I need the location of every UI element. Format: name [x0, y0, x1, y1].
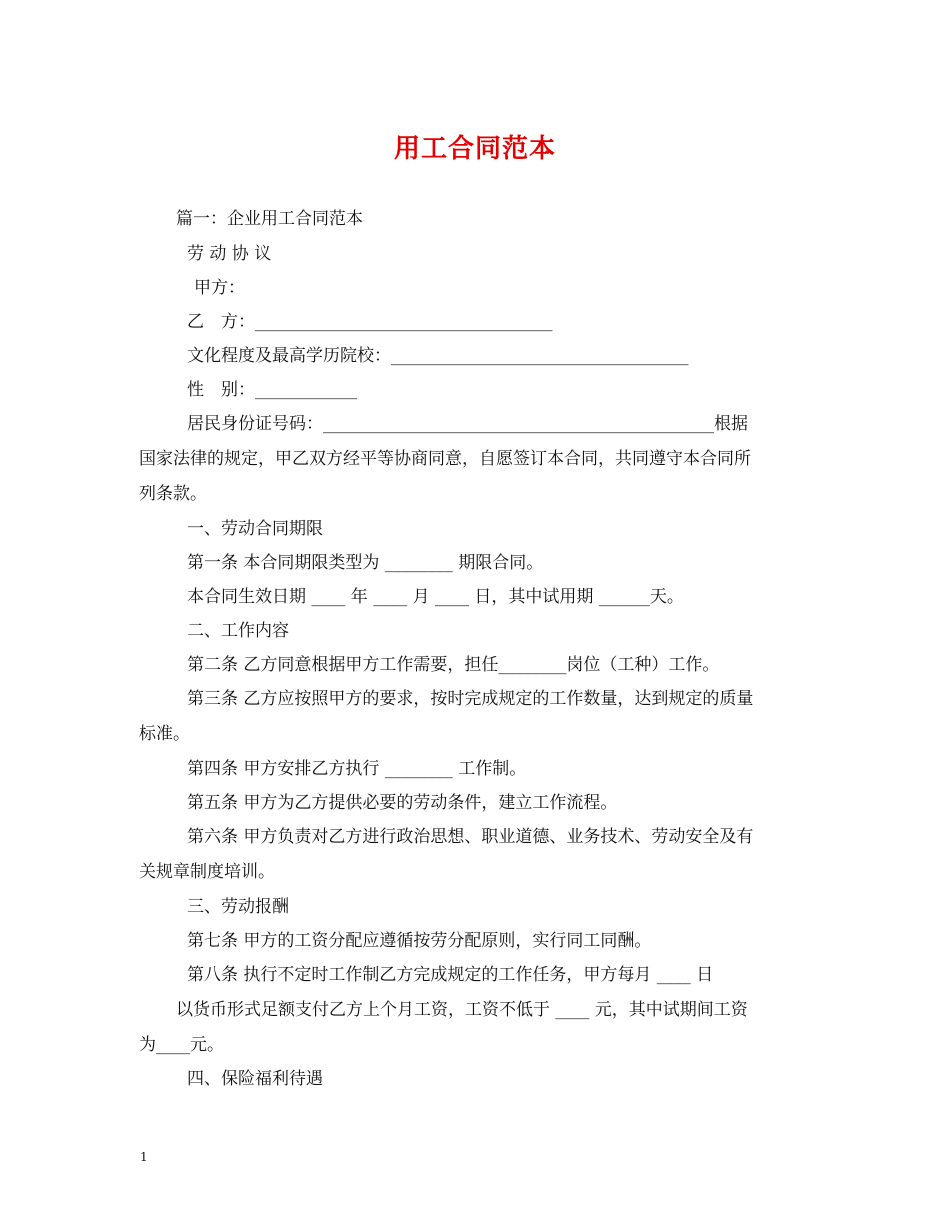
agreement-heading: 劳 动 协 议	[187, 244, 272, 264]
education-line: 文化程度及最高学历院校：___________________________________	[187, 346, 689, 366]
chapter-heading: 篇一：企业用工合同范本	[176, 209, 363, 229]
clause-line: 关规章制度培训。	[139, 862, 275, 882]
clause-line: 标准。	[139, 724, 190, 744]
clause-line: 第三条 乙方应按照甲方的要求，按时完成规定的工作数量，达到规定的质量	[187, 689, 754, 709]
document-title: 用工合同范本	[393, 134, 556, 164]
section-heading: 三、劳动报酬	[187, 897, 289, 917]
body-text-line: 列条款。	[139, 484, 207, 504]
clause-line: 第六条 甲方负责对乙方进行政治思想、职业道德、业务技术、劳动安全及有	[187, 827, 754, 847]
section-heading: 四、保险福利待遇	[187, 1069, 323, 1089]
section-heading: 二、工作内容	[187, 621, 289, 641]
clause-line: 第二条 乙方同意根据甲方工作需要，担任________岗位（工种）工作。	[187, 655, 720, 675]
section-heading: 一、劳动合同期限	[187, 519, 323, 539]
clause-line: 为____元。	[139, 1035, 224, 1055]
clause-line: 第七条 甲方的工资分配应遵循按劳分配原则，实行同工同酬。	[187, 931, 652, 951]
body-text-line: 国家法律的规定，甲乙双方经平等协商同意，自愿签订本合同，共同遵守本合同所	[139, 449, 751, 469]
clause-line: 本合同生效日期 ____ 年 ____ 月 ____ 日，其中试用期 ______天。	[187, 587, 684, 607]
page-number: 1	[140, 1150, 148, 1164]
clause-line: 第一条 本合同期限类型为 ________ 期限合同。	[187, 553, 544, 573]
party-b-line: 乙 方：___________________________________	[187, 312, 553, 332]
clause-line: 以货币形式足额支付乙方上个月工资，工资不低于 ____ 元，其中试期间工资	[176, 1000, 748, 1020]
party-a-line: 甲方：	[194, 278, 245, 298]
clause-line: 第五条 甲方为乙方提供必要的劳动条件，建立工作流程。	[187, 793, 618, 813]
gender-line: 性 别：____________	[187, 380, 357, 400]
clause-line: 第四条 甲方安排乙方执行 ________ 工作制。	[187, 759, 527, 779]
clause-line: 第八条 执行不定时工作制乙方完成规定的工作任务，甲方每月 ____ 日	[187, 965, 714, 985]
id-number-line: 居民身份证号码：______________________________________________根据	[187, 414, 748, 434]
